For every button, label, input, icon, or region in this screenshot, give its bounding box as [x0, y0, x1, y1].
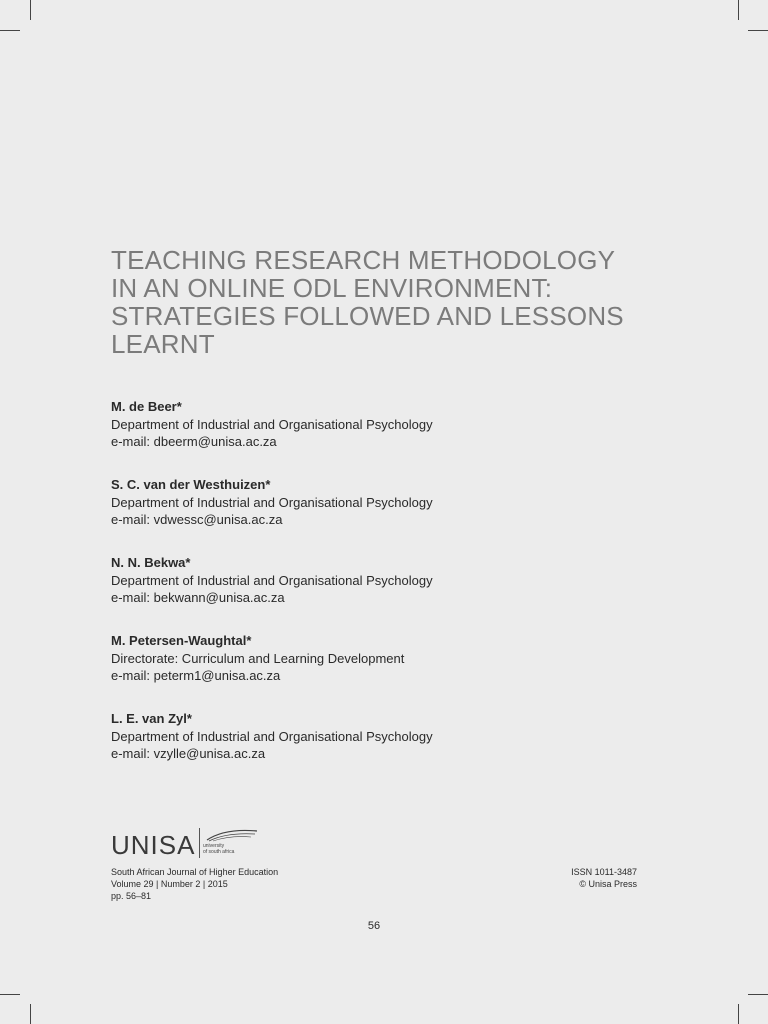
author-name: M. Petersen-Waughtal*: [111, 633, 252, 648]
journal-info: [111, 866, 278, 902]
author-block: [111, 632, 611, 710]
author-email: e-mail: vzylle@unisa.ac.za: [111, 746, 266, 761]
author-affiliation: Department of Industrial and Organisational Psychology: [111, 573, 433, 588]
author-block: [111, 554, 611, 632]
author-affiliation: Department of Industrial and Organisational Psychology: [111, 729, 433, 744]
title-line: LEARNT: [111, 329, 215, 359]
journal-volume: Volume 29 | Number 2 | 2015: [111, 879, 228, 889]
author-name: L. E. van Zyl*: [111, 711, 192, 726]
author-affiliation: Department of Industrial and Organisational Psychology: [111, 417, 433, 432]
crop-mark: [0, 30, 20, 31]
journal-pages: pp. 56–81: [111, 891, 152, 901]
crop-mark: [738, 1004, 739, 1024]
journal-name: South African Journal of Higher Education: [111, 867, 279, 877]
publisher: © Unisa Press: [579, 879, 637, 889]
logo-wordmark: UNISA: [111, 830, 196, 860]
author-name: S. C. van der Westhuizen*: [111, 477, 271, 492]
crop-mark: [748, 30, 768, 31]
title-line: TEACHING RESEARCH METHODOLOGY: [111, 245, 616, 275]
author-name: N. N. Bekwa*: [111, 555, 191, 570]
logo-divider: [199, 828, 200, 858]
crop-mark: [738, 0, 739, 20]
author-affiliation: Department of Industrial and Organisational Psychology: [111, 495, 433, 510]
logo-subtext-line: of south africa: [203, 849, 235, 855]
publisher-info: [571, 866, 637, 890]
logo-subtext: [203, 843, 243, 855]
title-line: STRATEGIES FOLLOWED AND LESSONS: [111, 301, 624, 331]
paper-title: [111, 246, 671, 358]
author-email: e-mail: vdwessc@unisa.ac.za: [111, 512, 283, 527]
author-email: e-mail: peterm1@unisa.ac.za: [111, 668, 281, 683]
crop-mark: [30, 0, 31, 20]
author-name: M. de Beer*: [111, 399, 182, 414]
author-email: e-mail: bekwann@unisa.ac.za: [111, 590, 285, 605]
issn: ISSN 1011-3487: [571, 867, 637, 877]
logo-wing-icon: [205, 828, 259, 842]
author-block: [111, 476, 611, 554]
page-number: 56: [367, 920, 381, 932]
title-line: IN AN ONLINE ODL ENVIRONMENT:: [111, 273, 553, 303]
crop-mark: [30, 1004, 31, 1024]
logo-subtext-line: university: [203, 843, 225, 849]
author-block: [111, 398, 611, 476]
crop-mark: [0, 994, 20, 995]
crop-mark: [748, 994, 768, 995]
author-block: [111, 710, 611, 788]
author-email: e-mail: dbeerm@unisa.ac.za: [111, 434, 277, 449]
author-affiliation: Directorate: Curriculum and Learning Development: [111, 651, 405, 666]
author-list: [111, 398, 611, 788]
